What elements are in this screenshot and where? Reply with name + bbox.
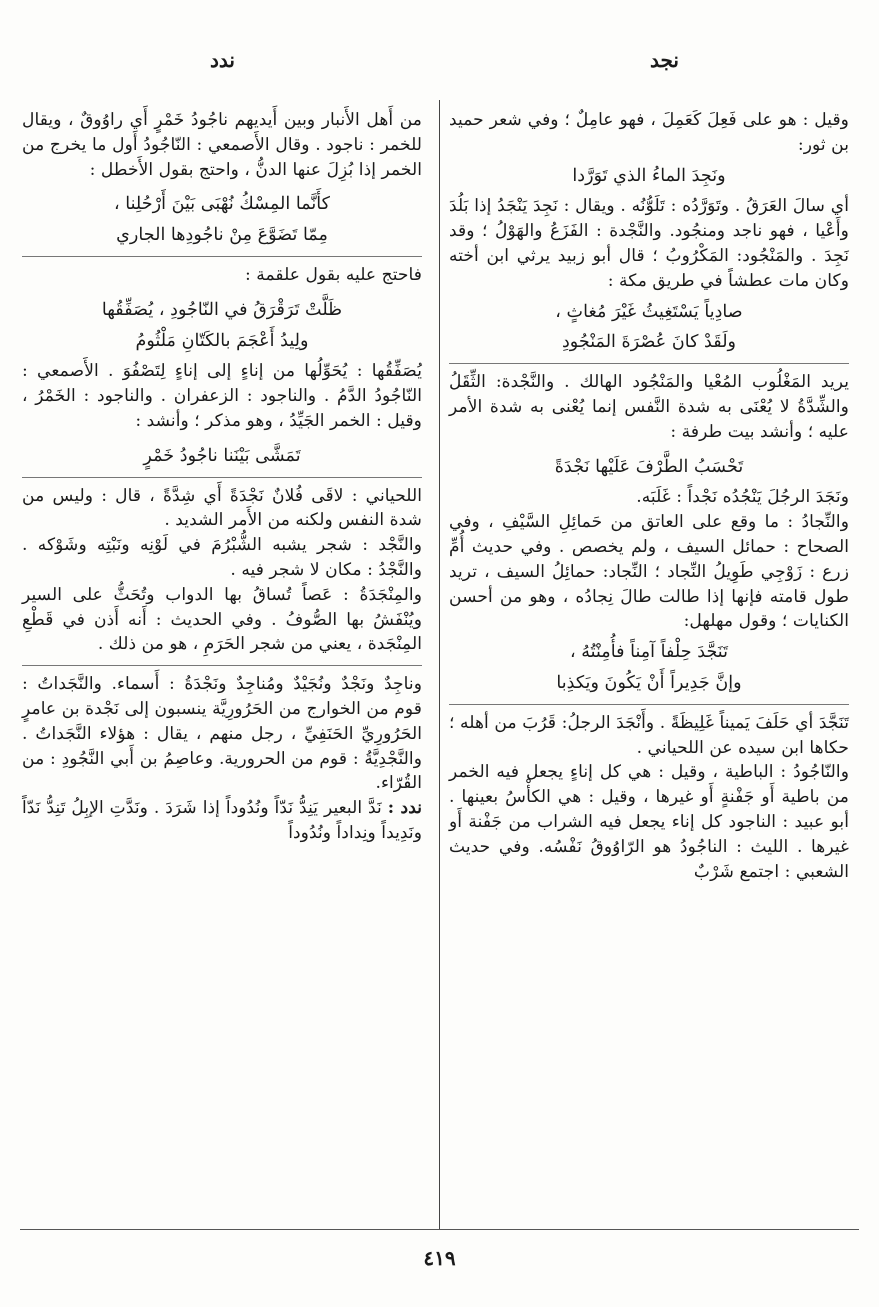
verse-line: ولِيدُ أَعْجَمَ بالكَتّانِ مَلْثُومُ — [135, 330, 309, 351]
verse-rule — [449, 363, 849, 364]
paragraph: من أَهل الأَنبار وبين أَيديهم ناجُودُ خَمْرٍ أَي راوُوقٌ ، ويقال للخمر : ناجود . وقال الأَصمعي : النّاجُودُ أَول ما يخرج من الخمر إذا بُزِلَ عنها الدنُّ ، واحتج بقول الأَخطل : — [22, 110, 422, 180]
running-head-left: ندد — [210, 48, 235, 72]
section-rule — [22, 665, 422, 666]
entry-text: نَدَّ البعير يَنِدُّ نَدّاً ونُدُوداً إذا شَرَدَ . ونَدَّتِ الإبِلُ تَنِدُّ نَدّاً ونَدِيداً ونِداداً ونُدُوداً — [22, 798, 422, 843]
verse-line: مِمّا تَضَوَّعَ مِنْ ناجُودِها الجاري — [116, 225, 328, 246]
paragraph: فاحتج عليه بقول علقمة : — [245, 264, 422, 285]
verse-line: ونَجِدَ الماءُ الذي تَوَرَّدا — [572, 165, 726, 186]
verse-line: وإنَّ جَدِيراً أَنْ يَكُونَ ويَكذِبا — [556, 672, 742, 693]
verse-line: تَنَجَّدَ حِلْفاً آمِناً فأُمِنْتُهُ ، — [569, 642, 729, 663]
paragraph: وناجِدٌ ونَجْدٌ ونُجَيْدٌ ومُناجِدٌ ونَجْدَةُ : أَسماء. والنَّجَداتُ : قوم من الخوارج من الحَرُورِيَّة ينسبون إلى نَجْدة بن عامرٍ الحَرُورِيِّ الحَنَفِيِّ ، رجل منهم ، يقال : هؤلاء النَّجَداتُ . والنَّجْدِيَّةُ : قوم من الحرورية. وعاصِمُ بن أَبي النَّجُودِ : من القُرّاء. — [22, 674, 422, 794]
paragraph: والنِّجادُ : ما وقع على العاتق من حَمائِلِ السَّيْفِ ، وفي الصحاح : حمائل السيف ، ولم يخصص . وفي حديث أُمِّ زرع : زَوْجِي طَوِيلُ النِّجاد ؛ النِّجاد: حمائِلُ السيف ، تريد طول قامته فإنها إذا طالت طالَ نِجادُه ، وهو من أحسن الكنايات ؛ وقول مهلهل: — [449, 512, 849, 632]
paragraph: ونَجَدَ الرجُلَ يَنْجُدُه نَجْداً : غَلَبَه. — [636, 487, 849, 508]
left-column — [22, 108, 422, 846]
paragraph: وقيل : هو على فَعِلَ كَعَمِلَ ، فهو عامِلٌ ؛ وفي شعر حميد بن ثور: — [449, 110, 849, 155]
paragraph: تَنَجَّدَ أي حَلَفَ يَميناً غَلِيظَةً . وأَنْجَدَ الرجلُ: قَرُبَ من أهله ؛ حكاها ابن سيده عن اللحياني . — [449, 712, 849, 758]
paragraph: والمِنْجَدَةُ : عَصاً تُساقُ بها الدواب وتُحَثُّ على السير ويُنْفَشُ بها الصُّوفُ . وفي الحديث : أَنه أَذن في قَطْعِ المِنْجَدة ، يعني من شجر الحَرَمِ ، هو من ذلك . — [22, 584, 422, 655]
verse-line: صادِياً يَسْتَغِيثُ غَيْرَ مُغاثٍ ، — [555, 301, 743, 322]
paragraph: والنّاجُودُ : الباطية ، وقيل : هي كل إناءٍ يجعل فيه الخمر من باطية أَو جَفْنةٍ أَو غيرها ، وقيل : هي الكأْسُ بعينها . أبو عبيد : الناجود كل إناء يجعل فيه الشراب من جَفْنة أَو غيرها . الليث : الناجُودُ هو الرّاوُوقُ نَفْسُه. وفي حديث الشعبي : اجتمع شَرْبٌ — [449, 762, 849, 882]
verse-line: كأَنَّما المِسْكُ نُهْبَى بَيْنَ أَرْحُلِنا ، — [113, 194, 331, 215]
paragraph: يريد المَغْلُوب المُعْيا والمَنْجُود الهالك . والنَّجْدة: الثِّقَلُ والشِّدَّةُ لا يُعْنَى به شدة النَّفس إنما يُعْنى به شدة الأمر عليه ؛ وأنشد بيت طرفة : — [449, 372, 849, 442]
paragraph: اللحياني : لاقَى فُلانٌ نَجْدَةً أَي شِدَّةً ، قال : وليس من شدة النفس ولكنه من الأَمر الشديد . — [22, 485, 422, 531]
verse-rule — [449, 704, 849, 705]
column-divider — [439, 100, 440, 1230]
right-column — [449, 108, 849, 884]
page-number: ٤١٩ — [423, 1246, 456, 1270]
footer-rule — [20, 1229, 859, 1230]
verse-rule — [22, 477, 422, 478]
verse-line: تَحْسَبُ الطَّرْفَ عَلَيْها نَجْدَةً — [554, 456, 744, 477]
paragraph: أي سالَ العَرَقُ . وتَوَرَّدُه : تَلَوُّنُه . ويقال : نَجِدَ يَنْجَدُ إذا بَلُدَ وأَعْيا ، فهو ناجد ومنجُود. والنَّجْدة : الفَزَعُ والهَوْلُ ؛ وقد نَجِدَ . والمَنْجُود: المَكْرُوبُ ؛ قال أبو زبيد يرثي ابن أخته وكان مات عطشاً في طريق مكة : — [449, 196, 849, 291]
running-head-right: نجد — [650, 48, 679, 72]
verse-line: ولَقَدْ كانَ عُصْرَةَ المَنْجُودِ — [561, 332, 737, 353]
verse-rule — [22, 256, 422, 257]
paragraph: يُصَفِّقُها : يُحَوِّلُها من إناءٍ إلى إناءٍ لِتَصْفُوَ . الأَصمعي : النّاجُودُ الدَّمُ . والناجود : الزعفران . والناجود : الخَمْرُ ، وقيل : الخمر الجَيِّدُ ، وهو مذكر ؛ وأنشد : — [22, 361, 422, 431]
verse-line: تَمَشَّى بَيْنَنا ناجُودُ خَمْرٍ — [143, 445, 301, 466]
verse-line: ظَلَّتْ تَرَقْرَقُ في النّاجُودِ ، يُصَفِّقُها — [101, 299, 343, 320]
entry-paragraph — [22, 796, 422, 846]
entry-headword: ندد : — [387, 798, 423, 819]
paragraph: والنَّجْد : شجر يشبه الشُّبْرُمَ في لَوْنِه ونَبْتِه وشَوْكه . والنَّجْدُ : مكان لا شجر فيه . — [22, 535, 422, 580]
